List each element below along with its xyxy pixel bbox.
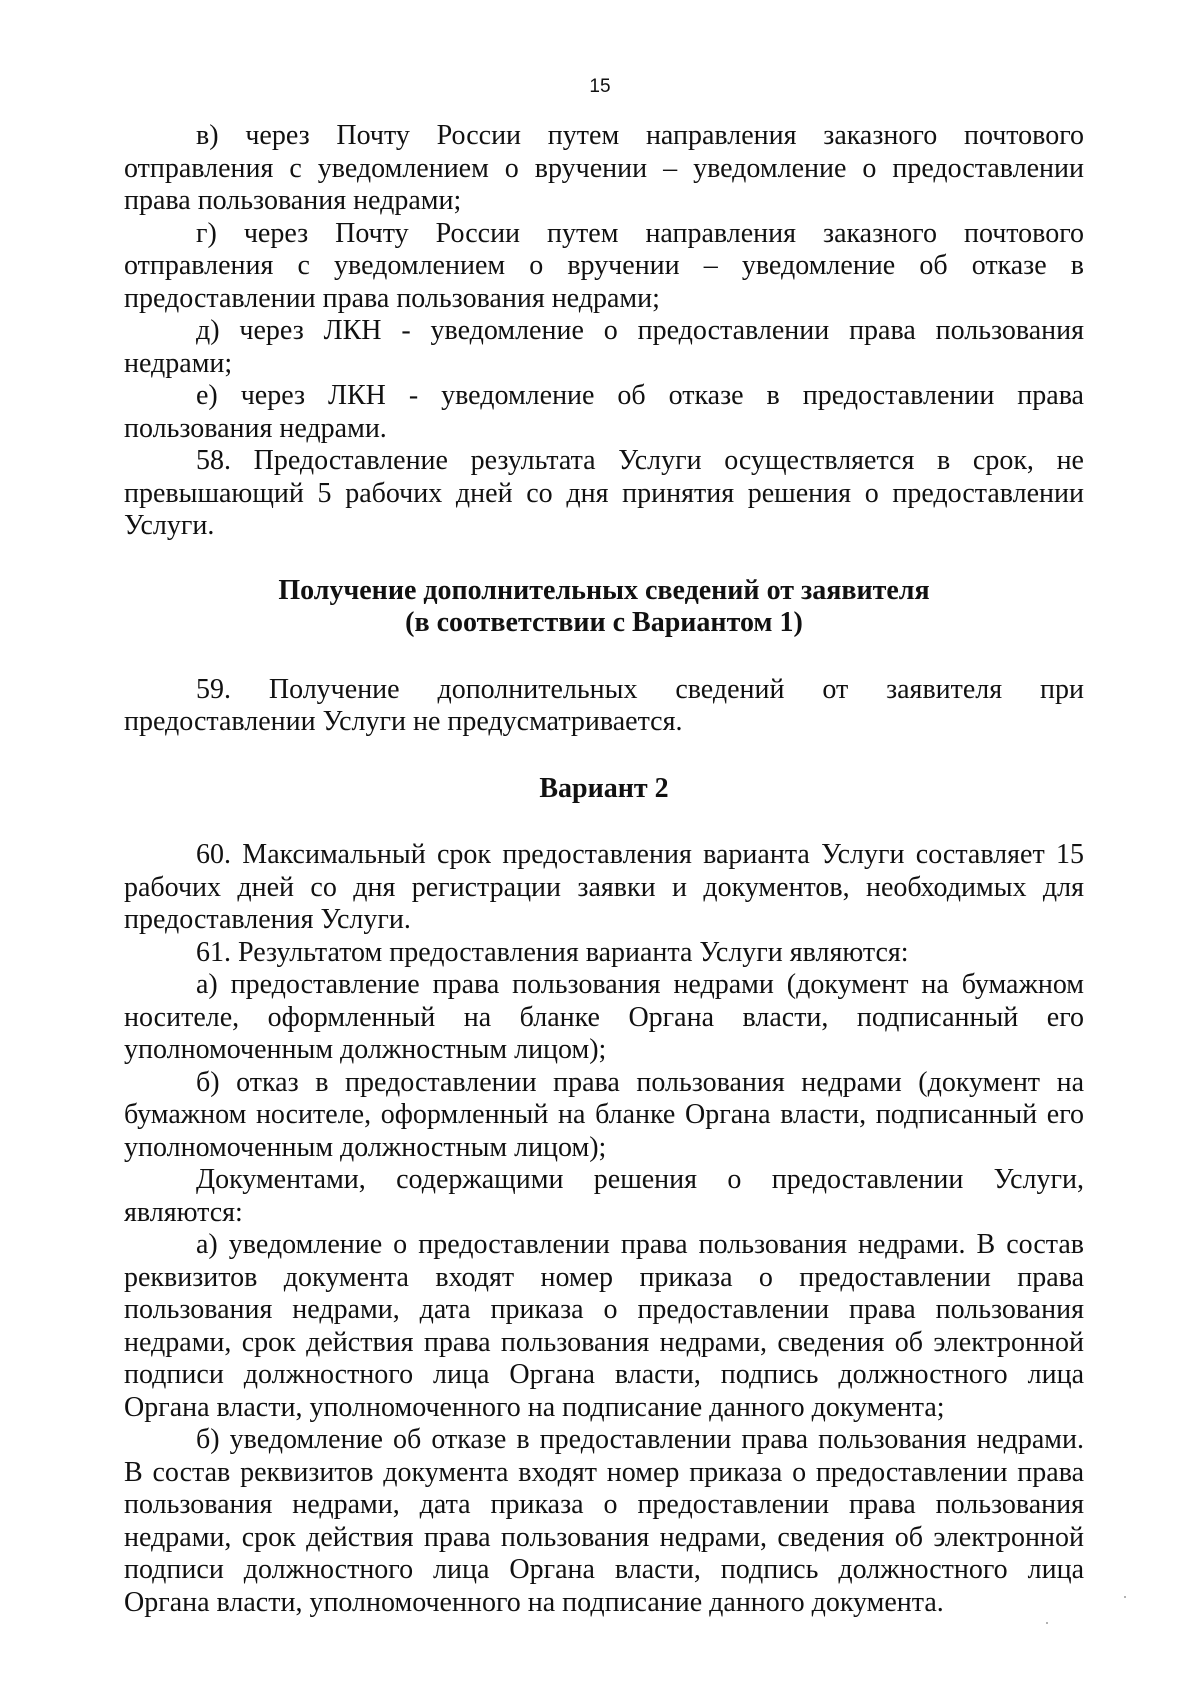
paragraph-58: 58. Предоставление результата Услуги осуществляется в срок, не превышающий 5 рабочих дней со дня принятия решения о предоставлении Услуги. <box>124 445 1084 541</box>
paragraph-60: 60. Максимальный срок предоставления варианта Услуги составляет 15 рабочих дней со дня регистрации заявки и документов, необходимых для предоставления Услуги. <box>124 839 1084 935</box>
spacer <box>124 739 1084 773</box>
paragraph-61: 61. Результатом предоставления варианта Услуги являются: <box>196 936 909 968</box>
paragraph-e: е) через ЛКН - уведомление об отказе в предоставлении права пользования недрами. <box>124 380 1084 444</box>
paragraph-d: д) через ЛКН - уведомление о предоставлении права пользования недрами; <box>124 315 1084 379</box>
paragraph-59: 59. Получение дополнительных сведений от заявителя при предоставлении Услуги не предусматривается. <box>124 673 1084 737</box>
section-heading-line1: Получение дополнительных сведений от заявителя <box>278 574 930 606</box>
section-heading-line2: (в соответствии с Вариантом 1) <box>405 607 803 638</box>
paragraph-documents-b: б) уведомление об отказе в предоставлении права пользования недрами. В состав реквизитов документа входят номер приказа о предоставлении права пользования недрами, дата приказа о предоставлении права пользования недрами, срок действия права пользования недрами, сведения об электронной подписи должностного лица Органа власти, подпись должностного лица Органа власти, уполномоченного на подписание данного документа. <box>124 1424 1084 1618</box>
paragraph-documents: Документами, содержащими решения о предоставлении Услуги, являются: <box>124 1164 1084 1228</box>
paragraph-61-b: б) отказ в предоставлении права пользования недрами (документ на бумажном носителе, оформленный на бланке Органа власти, подписанный его уполномоченным должностным лицом); <box>124 1066 1084 1163</box>
paragraph-61-a: а) предоставление права пользования недрами (документ на бумажном носителе, оформленный на бланке Органа власти, подписанный его уполномоченным должностным лицом); <box>124 969 1084 1065</box>
variant-heading: Вариант 2 <box>539 772 669 804</box>
scan-speck <box>1124 1596 1126 1598</box>
document-body <box>124 120 1084 1619</box>
spacer <box>124 805 1084 839</box>
paragraph-documents-a: а) уведомление о предоставлении права пользования недрами. В состав реквизитов документа входят номер приказа о предоставлении права пользования недрами, дата приказа о предоставлении права пользования недрами, срок действия права пользования недрами, сведения об электронной подписи должностного лица Органа власти, подпись должностного лица Органа власти, уполномоченного на подписание данного документа; <box>124 1229 1084 1423</box>
page-number: 15 <box>589 76 611 97</box>
spacer <box>124 543 1084 575</box>
paragraph-g: г) через Почту России путем направления заказного почтового отправления с уведомлением о вручении – уведомление об отказе в предоставлении права пользования недрами; <box>124 217 1084 314</box>
scan-speck <box>1046 1622 1048 1624</box>
spacer <box>124 640 1084 674</box>
paragraph-v: в) через Почту России путем направления заказного почтового отправления с уведомлением о вручении – уведомление о предоставлении права пользования недрами; <box>124 120 1084 216</box>
